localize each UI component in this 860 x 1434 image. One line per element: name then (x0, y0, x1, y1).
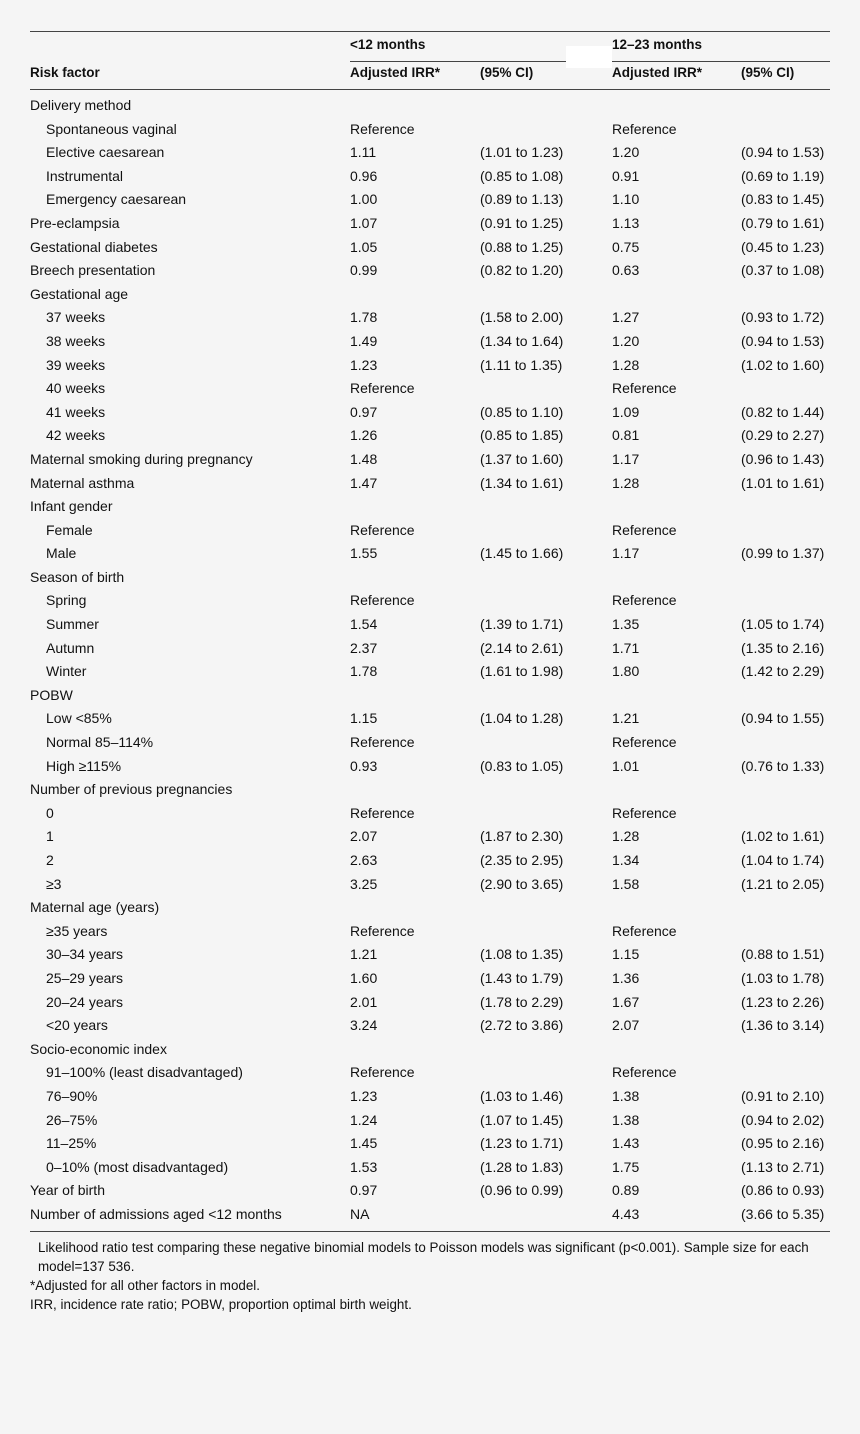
table-footnotes (30, 1238, 835, 1314)
ci-12-23-months: (1.23 to 2.26) (741, 993, 825, 1010)
irr-12-23-months: 0.89 (612, 1182, 640, 1199)
irr-under-12-months: Reference (350, 120, 415, 137)
irr-under-12-months: 1.53 (350, 1158, 378, 1175)
table-row (0, 283, 860, 307)
row-label: 41 weeks (46, 403, 106, 420)
ci-12-23-months: (1.01 to 1.61) (741, 474, 825, 491)
table-row (0, 495, 860, 519)
irr-under-12-months: Reference (350, 1064, 415, 1081)
table-row (0, 849, 860, 873)
irr-12-23-months: 1.17 (612, 545, 640, 562)
ci-under-12-months: (1.34 to 1.61) (480, 474, 564, 491)
irr-under-12-months: 2.01 (350, 993, 378, 1010)
ci-12-23-months: (1.03 to 1.78) (741, 969, 825, 986)
row-label: 76–90% (46, 1087, 98, 1104)
irr-under-12-months: 0.99 (350, 262, 378, 279)
row-label: 20–24 years (46, 993, 124, 1010)
ci-under-12-months: (1.07 to 1.45) (480, 1111, 564, 1128)
table-row (0, 825, 860, 849)
ci-under-12-months: (1.87 to 2.30) (480, 828, 564, 845)
table-row (0, 660, 860, 684)
table-row (0, 1014, 860, 1038)
irr-under-12-months: Reference (350, 804, 415, 821)
row-label: 91–100% (least disadvantaged) (46, 1064, 243, 1081)
row-label: ≥35 years (46, 922, 108, 939)
irr-under-12-months: 3.25 (350, 875, 378, 892)
irr-12-23-months: 1.36 (612, 969, 640, 986)
irr-12-23-months: Reference (612, 734, 677, 751)
table-row (0, 330, 860, 354)
irr-12-23-months: 1.67 (612, 993, 640, 1010)
row-label: <20 years (46, 1017, 108, 1034)
irr-under-12-months: 1.55 (350, 545, 378, 562)
row-label: 25–29 years (46, 969, 124, 986)
irr-12-23-months: 1.38 (612, 1087, 640, 1104)
ci-12-23-months: (0.99 to 1.37) (741, 545, 825, 562)
irr-under-12-months: 1.54 (350, 616, 378, 633)
row-label: Gestational age (30, 285, 129, 302)
ci-under-12-months: (1.43 to 1.79) (480, 969, 564, 986)
irr-12-23-months: 1.01 (612, 757, 640, 774)
row-label: 30–34 years (46, 946, 124, 963)
table-row (0, 731, 860, 755)
irr-under-12-months: 1.07 (350, 214, 378, 231)
irr-under-12-months: 1.23 (350, 1087, 378, 1104)
irr-12-23-months: 4.43 (612, 1205, 640, 1222)
table-row (0, 306, 860, 330)
ci-12-23-months: (0.88 to 1.51) (741, 946, 825, 963)
ci-under-12-months: (0.89 to 1.13) (480, 191, 564, 208)
column-header-risk-factor: Risk factor (30, 65, 100, 80)
table-row (0, 920, 860, 944)
ci-under-12-months: (1.03 to 1.46) (480, 1087, 564, 1104)
row-label: ≥3 (46, 875, 62, 892)
irr-under-12-months: 0.97 (350, 1182, 378, 1199)
table-row (0, 802, 860, 826)
row-label: 37 weeks (46, 309, 106, 326)
irr-under-12-months: Reference (350, 521, 415, 538)
table-row (0, 967, 860, 991)
table-row (0, 1132, 860, 1156)
table-row (0, 448, 860, 472)
irr-12-23-months: 1.20 (612, 144, 640, 161)
bottom-rule (30, 1231, 830, 1232)
row-label: Low <85% (46, 710, 112, 727)
irr-12-23-months: Reference (612, 380, 677, 397)
ci-12-23-months: (1.35 to 2.16) (741, 639, 825, 656)
row-label: Male (46, 545, 77, 562)
table-row (0, 424, 860, 448)
ci-under-12-months: (1.04 to 1.28) (480, 710, 564, 727)
ci-12-23-months: (0.37 to 1.08) (741, 262, 825, 279)
table-row (0, 1203, 860, 1227)
ci-12-23-months: (3.66 to 5.35) (741, 1205, 825, 1222)
row-label: Elective caesarean (46, 144, 165, 161)
irr-12-23-months: Reference (612, 922, 677, 939)
row-label: Spontaneous vaginal (46, 120, 177, 137)
irr-12-23-months: 1.27 (612, 309, 640, 326)
table-row (0, 637, 860, 661)
irr-under-12-months: 1.23 (350, 356, 378, 373)
row-label: Emergency caesarean (46, 191, 187, 208)
table-row (0, 1109, 860, 1133)
row-label: 0–10% (most disadvantaged) (46, 1158, 229, 1175)
irr-under-12-months: 1.47 (350, 474, 378, 491)
ci-under-12-months: (0.85 to 1.08) (480, 167, 564, 184)
row-label: Number of admissions aged <12 months (30, 1205, 282, 1222)
irr-12-23-months: 1.35 (612, 616, 640, 633)
irr-under-12-months: 1.78 (350, 309, 378, 326)
table-row (0, 1061, 860, 1085)
ci-under-12-months: (0.85 to 1.10) (480, 403, 564, 420)
row-label: Maternal asthma (30, 474, 135, 491)
irr-12-23-months: 2.07 (612, 1017, 640, 1034)
table-row (0, 188, 860, 212)
ci-12-23-months: (1.13 to 2.71) (741, 1158, 825, 1175)
row-label: Number of previous pregnancies (30, 781, 233, 798)
row-label: 1 (46, 828, 54, 845)
table-row (0, 589, 860, 613)
irr-under-12-months: 1.11 (350, 144, 377, 161)
irr-12-23-months: 1.75 (612, 1158, 640, 1175)
irr-12-23-months: 1.10 (612, 191, 640, 208)
row-label: 2 (46, 852, 54, 868)
irr-12-23-months: Reference (612, 120, 677, 137)
irr-12-23-months: 0.81 (612, 427, 640, 444)
group-header-12-23-months: 12–23 months (612, 37, 703, 52)
irr-under-12-months: 1.24 (350, 1111, 378, 1128)
table-row (0, 613, 860, 637)
white-patch (566, 46, 612, 68)
table-row (0, 259, 860, 283)
irr-under-12-months: 1.05 (350, 238, 378, 255)
irr-12-23-months: 1.43 (612, 1135, 640, 1152)
table-row (0, 401, 860, 425)
row-label: POBW (30, 686, 73, 703)
ci-under-12-months: (1.34 to 1.64) (480, 332, 564, 349)
row-label: Infant gender (30, 498, 113, 515)
irr-under-12-months: 0.97 (350, 403, 378, 420)
ci-12-23-months: (1.05 to 1.74) (741, 616, 825, 633)
irr-12-23-months: 1.38 (612, 1111, 640, 1128)
row-label: Socio-economic index (30, 1040, 167, 1057)
ci-under-12-months: (0.83 to 1.05) (480, 757, 564, 774)
table-row (0, 377, 860, 401)
irr-under-12-months: 2.37 (350, 639, 378, 656)
ci-12-23-months: (0.94 to 1.55) (741, 710, 825, 727)
irr-under-12-months: NA (350, 1205, 370, 1222)
row-label: Instrumental (46, 167, 124, 184)
row-label: Female (46, 521, 93, 538)
group-rule-left (350, 61, 566, 62)
table-row (0, 873, 860, 897)
table-row (0, 943, 860, 967)
irr-under-12-months: 1.26 (350, 427, 378, 444)
ci-under-12-months: (2.35 to 2.95) (480, 852, 564, 868)
ci-12-23-months: (0.91 to 2.10) (741, 1087, 825, 1104)
ci-12-23-months: (0.96 to 1.43) (741, 450, 825, 467)
ci-under-12-months: (2.72 to 3.86) (480, 1017, 564, 1034)
irr-under-12-months: 2.07 (350, 828, 378, 845)
irr-under-12-months: 1.00 (350, 191, 378, 208)
irr-12-23-months: 1.20 (612, 332, 640, 349)
irr-under-12-months: Reference (350, 734, 415, 751)
irr-12-23-months: Reference (612, 804, 677, 821)
ci-12-23-months: (0.86 to 0.93) (741, 1182, 825, 1199)
irr-12-23-months: 0.91 (612, 167, 640, 184)
table-row (0, 542, 860, 566)
row-label: 0 (46, 804, 54, 821)
ci-under-12-months: (0.91 to 1.25) (480, 214, 564, 231)
ci-under-12-months: (0.96 to 0.99) (480, 1182, 564, 1199)
table-row (0, 472, 860, 496)
ci-12-23-months: (0.94 to 1.53) (741, 332, 825, 349)
irr-under-12-months: 1.15 (350, 710, 378, 727)
row-label: 38 weeks (46, 332, 106, 349)
row-label: Delivery method (30, 97, 132, 113)
table-row (0, 991, 860, 1015)
ci-under-12-months: (1.61 to 1.98) (480, 663, 564, 680)
irr-under-12-months: Reference (350, 592, 415, 609)
column-header-adjusted-irr-2: Adjusted IRR* (612, 65, 703, 80)
column-header-adjusted-irr-1: Adjusted IRR* (350, 65, 441, 80)
ci-12-23-months: (1.02 to 1.61) (741, 828, 825, 845)
ci-under-12-months: (1.08 to 1.35) (480, 946, 564, 963)
row-label: Winter (46, 663, 87, 680)
ci-12-23-months: (0.29 to 2.27) (741, 427, 825, 444)
irr-under-12-months: Reference (350, 380, 415, 397)
table-row (0, 236, 860, 260)
irr-12-23-months: 1.13 (612, 214, 640, 231)
footnote-adjusted: *Adjusted for all other factors in model. (30, 1278, 260, 1293)
ci-12-23-months: (0.93 to 1.72) (741, 309, 825, 326)
irr-under-12-months: 1.21 (350, 946, 378, 963)
ci-12-23-months: (0.94 to 2.02) (741, 1111, 825, 1128)
ci-12-23-months: (0.76 to 1.33) (741, 757, 825, 774)
irr-12-23-months: 1.09 (612, 403, 640, 420)
header-rule (30, 89, 830, 90)
ci-12-23-months: (0.69 to 1.19) (741, 167, 825, 184)
row-label: 40 weeks (46, 380, 106, 397)
ci-under-12-months: (1.37 to 1.60) (480, 450, 564, 467)
row-label: Breech presentation (30, 262, 156, 279)
ci-12-23-months: (0.82 to 1.44) (741, 403, 825, 420)
group-rule-right (612, 61, 830, 62)
table-row (0, 1038, 860, 1062)
table-row (0, 1179, 860, 1203)
ci-under-12-months: (1.39 to 1.71) (480, 616, 564, 633)
ci-12-23-months: (1.42 to 2.29) (741, 663, 825, 680)
row-label: 26–75% (46, 1111, 98, 1128)
row-label: Summer (46, 616, 99, 633)
row-label: 42 weeks (46, 427, 106, 444)
table-row (0, 755, 860, 779)
footnote-likelihood-test: Likelihood ratio test comparing these negative binomial models to Poisson models was significant (p<0.001). Sample size for each model=137 536. (38, 1240, 809, 1274)
irr-12-23-months: 1.15 (612, 946, 640, 963)
ci-12-23-months: (0.83 to 1.45) (741, 191, 825, 208)
ci-under-12-months: (2.14 to 2.61) (480, 639, 564, 656)
table-row (0, 684, 860, 708)
irr-12-23-months: 1.58 (612, 875, 640, 892)
ci-12-23-months: (0.94 to 1.53) (741, 144, 825, 161)
row-label: 39 weeks (46, 356, 106, 373)
column-header-ci-2: (95% CI) (741, 65, 795, 80)
irr-12-23-months: Reference (612, 592, 677, 609)
row-label: Maternal age (years) (30, 899, 160, 916)
table-row (0, 778, 860, 802)
row-label: Season of birth (30, 568, 125, 585)
ci-12-23-months: (0.95 to 2.16) (741, 1135, 825, 1152)
table-row (0, 707, 860, 731)
irr-12-23-months: Reference (612, 521, 677, 538)
ci-under-12-months: (0.82 to 1.20) (480, 262, 564, 279)
table-row (0, 1085, 860, 1109)
irr-12-23-months: Reference (612, 1064, 677, 1081)
column-header-ci-1: (95% CI) (480, 65, 534, 80)
row-label: 11–25% (46, 1135, 97, 1152)
irr-12-23-months: 1.28 (612, 356, 640, 373)
table-row (0, 1156, 860, 1180)
ci-under-12-months: (1.01 to 1.23) (480, 144, 564, 161)
irr-under-12-months: 2.63 (350, 852, 378, 868)
ci-12-23-months: (1.02 to 1.60) (741, 356, 825, 373)
row-label: Spring (46, 592, 87, 609)
irr-12-23-months: 1.80 (612, 663, 640, 680)
irr-under-12-months: 1.49 (350, 332, 378, 349)
row-label: Year of birth (30, 1182, 105, 1199)
irr-under-12-months: 1.78 (350, 663, 378, 680)
irr-12-23-months: 0.75 (612, 238, 640, 255)
irr-12-23-months: 0.63 (612, 262, 640, 279)
irr-12-23-months: 1.28 (612, 474, 640, 491)
irr-under-12-months: 1.60 (350, 969, 378, 986)
ci-12-23-months: (1.36 to 3.14) (741, 1017, 825, 1034)
irr-12-23-months: 1.34 (612, 852, 640, 868)
irr-under-12-months: 1.45 (350, 1135, 378, 1152)
ci-under-12-months: (2.90 to 3.65) (480, 875, 564, 892)
footnote-abbreviations: IRR, incidence rate ratio; POBW, proportion optimal birth weight. (30, 1297, 412, 1312)
table-row (0, 519, 860, 543)
irr-12-23-months: 1.71 (612, 639, 640, 656)
top-rule (30, 31, 830, 32)
table-row (0, 94, 860, 118)
row-label: Autumn (46, 639, 95, 656)
row-label: High ≥115% (46, 757, 122, 774)
table-row (0, 141, 860, 165)
row-label: Gestational diabetes (30, 238, 158, 255)
irr-under-12-months: 0.96 (350, 167, 378, 184)
ci-under-12-months: (0.88 to 1.25) (480, 238, 564, 255)
irr-12-23-months: 1.17 (612, 450, 640, 467)
table-row (0, 896, 860, 920)
row-label: Maternal smoking during pregnancy (30, 450, 253, 467)
ci-12-23-months: (0.79 to 1.61) (741, 214, 825, 231)
table-row (0, 118, 860, 142)
irr-under-12-months: 0.93 (350, 757, 378, 774)
ci-under-12-months: (1.45 to 1.66) (480, 545, 564, 562)
ci-under-12-months: (1.58 to 2.00) (480, 309, 564, 326)
table-row (0, 354, 860, 378)
table-body (0, 94, 860, 1227)
ci-under-12-months: (1.78 to 2.29) (480, 993, 564, 1010)
irr-12-23-months: 1.21 (612, 710, 640, 727)
ci-12-23-months: (1.21 to 2.05) (741, 875, 825, 892)
table-row (0, 165, 860, 189)
irr-under-12-months: 1.48 (350, 450, 378, 467)
ci-under-12-months: (1.23 to 1.71) (480, 1135, 564, 1152)
irr-12-23-months: 1.28 (612, 828, 640, 845)
table-row (0, 566, 860, 590)
ci-under-12-months: (1.28 to 1.83) (480, 1158, 564, 1175)
table-row (0, 212, 860, 236)
ci-under-12-months: (0.85 to 1.85) (480, 427, 564, 444)
row-label: Pre-eclampsia (30, 214, 120, 231)
row-label: Normal 85–114% (46, 734, 154, 751)
ci-12-23-months: (1.04 to 1.74) (741, 852, 825, 868)
ci-12-23-months: (0.45 to 1.23) (741, 238, 825, 255)
group-header-under-12-months: <12 months (350, 37, 426, 52)
irr-under-12-months: 3.24 (350, 1017, 378, 1034)
ci-under-12-months: (1.11 to 1.35) (480, 356, 563, 373)
irr-under-12-months: Reference (350, 922, 415, 939)
